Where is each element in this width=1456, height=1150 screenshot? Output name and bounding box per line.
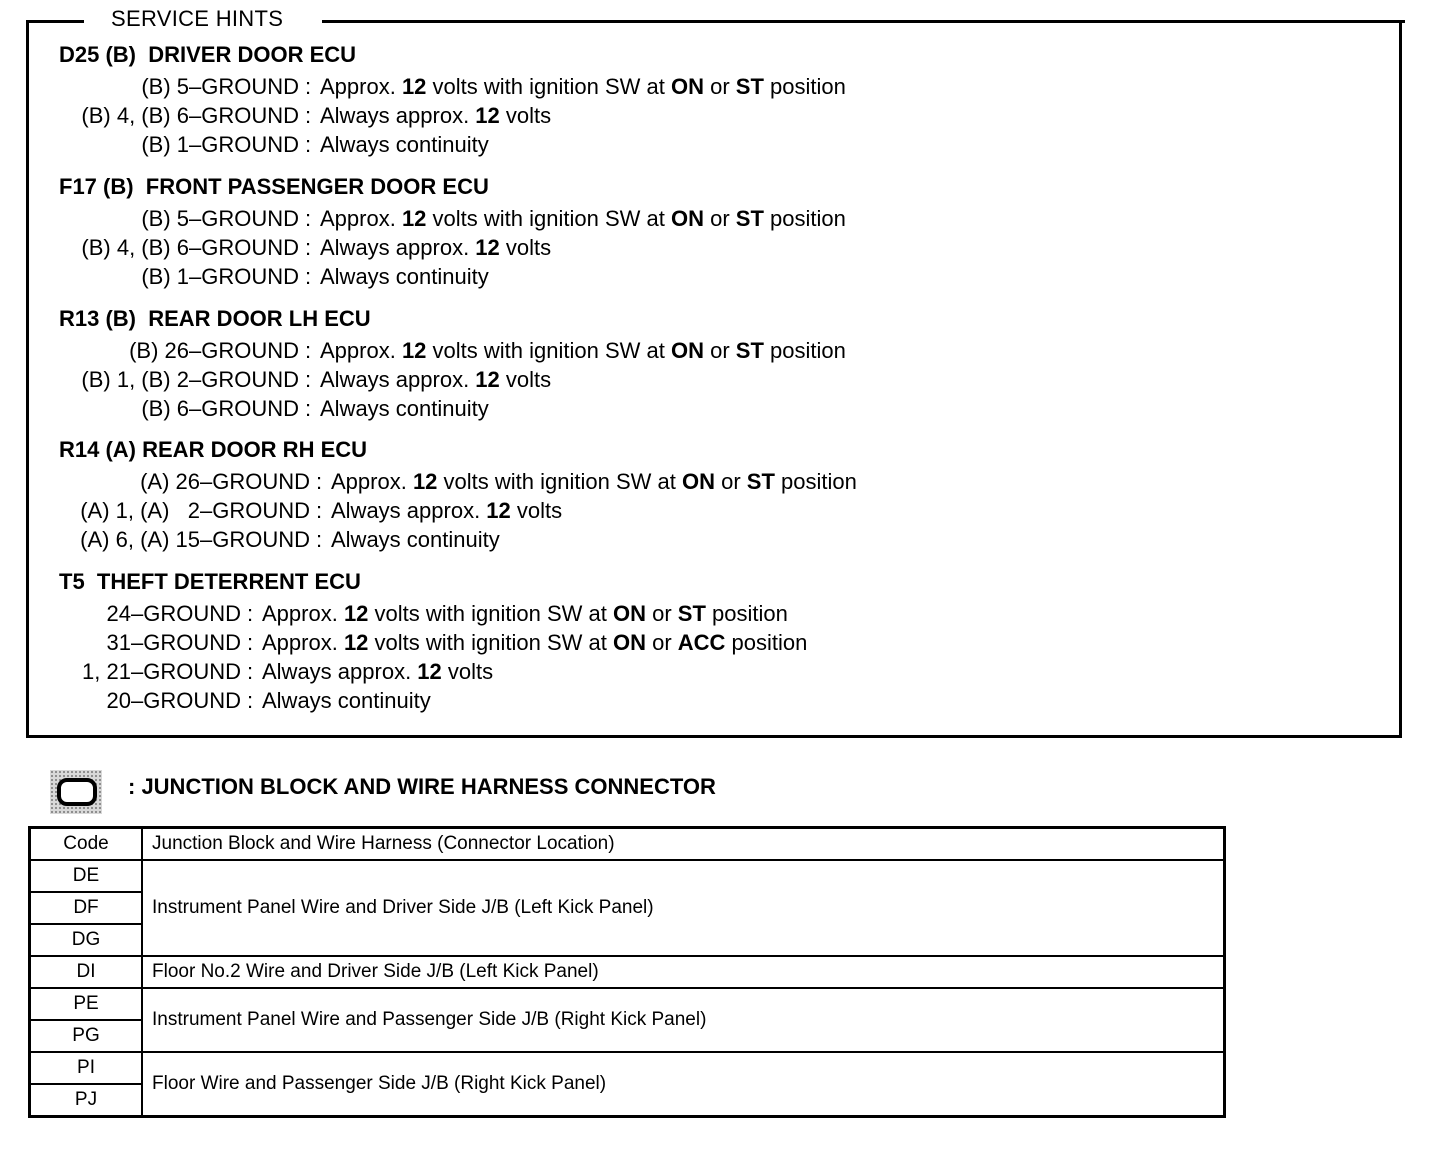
table-row xyxy=(30,860,1225,892)
frame-top-right xyxy=(322,20,1405,23)
pin-description: Always approx. 12 volts xyxy=(320,367,552,392)
separator-colon: : xyxy=(305,132,312,157)
pin-label: (B) 1–GROUND xyxy=(141,264,299,289)
pin-label: (B) 5–GROUND xyxy=(141,206,299,231)
section-title: F17 (B) FRONT PASSENGER DOOR ECU xyxy=(59,174,489,199)
pin-label: (A) 26–GROUND xyxy=(140,469,310,494)
section-title: R13 (B) REAR DOOR LH ECU xyxy=(59,306,371,331)
section-title: T5 THEFT DETERRENT ECU xyxy=(59,569,361,594)
code-cell: PI xyxy=(30,1052,143,1084)
separator-colon: : xyxy=(305,264,312,289)
pin-label: (B) 1–GROUND xyxy=(141,132,299,157)
header-location: Junction Block and Wire Harness (Connector Location) xyxy=(142,828,1225,861)
separator-colon: : xyxy=(247,601,254,626)
table-row xyxy=(30,1052,1225,1084)
code-cell: PJ xyxy=(30,1084,143,1117)
pin-description: Always continuity xyxy=(331,527,500,552)
pin-description: Approx. 12 volts with ignition SW at ON or ST position xyxy=(331,469,857,494)
pin-label: 31–GROUND xyxy=(106,630,241,655)
pin-label: (B) 26–GROUND xyxy=(129,338,299,363)
separator-colon: : xyxy=(316,498,323,523)
pin-description: Approx. 12 volts with ignition SW at ON or ST position xyxy=(320,206,846,231)
code-cell: DG xyxy=(30,924,143,956)
pin-label: (B) 4, (B) 6–GROUND xyxy=(81,103,299,128)
separator-colon: : xyxy=(316,527,323,552)
section-title: R14 (A) REAR DOOR RH ECU xyxy=(59,437,368,462)
code-cell: DF xyxy=(30,892,143,924)
pin-description: Always continuity xyxy=(320,132,489,157)
separator-colon: : xyxy=(305,206,312,231)
pin-description: Approx. 12 volts with ignition SW at ON or ST position xyxy=(320,338,846,363)
pin-label: 20–GROUND xyxy=(106,688,241,713)
pin-description: Always approx. 12 volts xyxy=(331,498,563,523)
pin-label: (A) 6, (A) 15–GROUND xyxy=(80,527,310,552)
separator-colon: : xyxy=(247,659,254,684)
frame-top-left xyxy=(26,20,84,23)
pin-description: Always approx. 12 volts xyxy=(262,659,494,684)
pin-description: Always continuity xyxy=(320,396,489,421)
code-cell: DI xyxy=(30,956,143,988)
separator-colon: : xyxy=(316,469,323,494)
pin-label: (B) 6–GROUND xyxy=(141,396,299,421)
legend-text: : JUNCTION BLOCK AND WIRE HARNESS CONNECTOR xyxy=(128,774,716,799)
section-title: D25 (B) DRIVER DOOR ECU xyxy=(59,42,357,67)
separator-colon: : xyxy=(305,235,312,260)
pin-label: 1, 21–GROUND xyxy=(82,659,241,684)
separator-colon: : xyxy=(305,74,312,99)
pin-label: 24–GROUND xyxy=(106,601,241,626)
separator-colon: : xyxy=(247,630,254,655)
code-cell: DE xyxy=(30,860,143,892)
pin-label: (A) 1, (A) 2–GROUND xyxy=(80,498,310,523)
table-row xyxy=(30,988,1225,1020)
pin-description: Always approx. 12 volts xyxy=(320,103,552,128)
pin-label: (B) 4, (B) 6–GROUND xyxy=(81,235,299,260)
junction-block-table xyxy=(28,826,1226,1118)
pin-description: Approx. 12 volts with ignition SW at ON or ACC position xyxy=(262,630,808,655)
location-cell: Floor Wire and Passenger Side J/B (Right Kick Panel) xyxy=(142,1052,1225,1117)
separator-colon: : xyxy=(305,338,312,363)
pin-description: Approx. 12 volts with ignition SW at ON or ST position xyxy=(320,74,846,99)
code-cell: PE xyxy=(30,988,143,1020)
pin-description: Always continuity xyxy=(262,688,431,713)
pin-label: (B) 5–GROUND xyxy=(141,74,299,99)
location-cell: Floor No.2 Wire and Driver Side J/B (Left Kick Panel) xyxy=(142,956,1225,988)
separator-colon: : xyxy=(305,367,312,392)
pin-description: Always continuity xyxy=(320,264,489,289)
separator-colon: : xyxy=(305,103,312,128)
pin-description: Approx. 12 volts with ignition SW at ON or ST position xyxy=(262,601,788,626)
table-header-row xyxy=(30,828,1225,861)
table-row xyxy=(30,956,1225,988)
connector-symbol-icon xyxy=(50,770,102,814)
pin-label: (B) 1, (B) 2–GROUND xyxy=(81,367,299,392)
header-code: Code xyxy=(30,828,143,861)
location-cell: Instrument Panel Wire and Passenger Side J/B (Right Kick Panel) xyxy=(142,988,1225,1052)
code-cell: PG xyxy=(30,1020,143,1052)
location-cell: Instrument Panel Wire and Driver Side J/B (Left Kick Panel) xyxy=(142,860,1225,956)
service-hints-title: SERVICE HINTS xyxy=(111,6,284,31)
pin-description: Always approx. 12 volts xyxy=(320,235,552,260)
separator-colon: : xyxy=(247,688,254,713)
separator-colon: : xyxy=(305,396,312,421)
